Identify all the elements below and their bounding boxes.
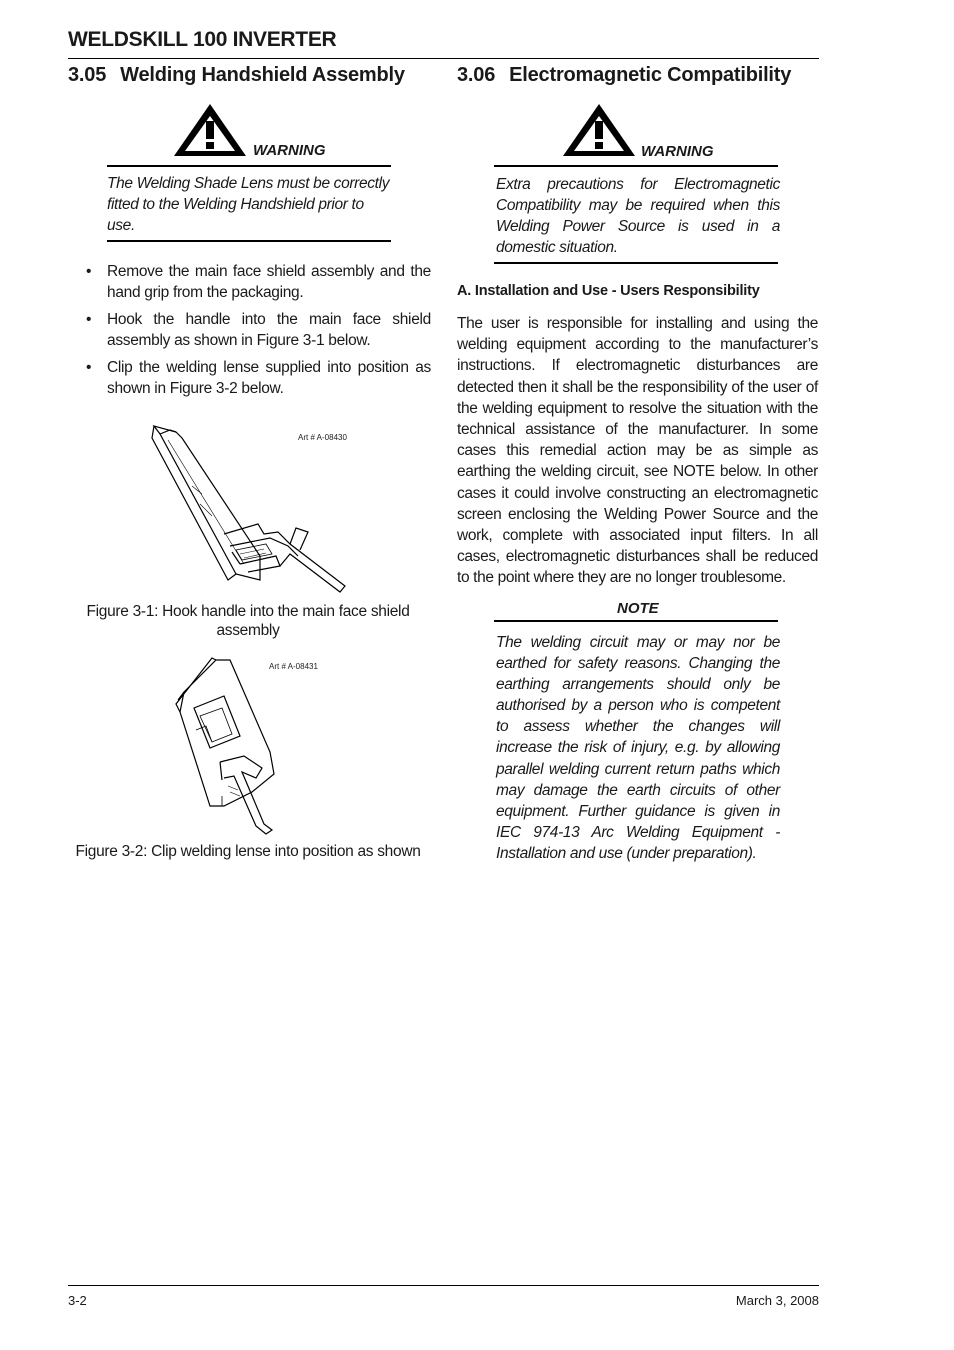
warning-top-rule-right bbox=[494, 165, 778, 167]
section-306-heading bbox=[457, 64, 791, 87]
note-label: NOTE bbox=[617, 600, 659, 617]
handshield-handle-figure bbox=[140, 424, 355, 596]
footer-rule bbox=[68, 1285, 819, 1286]
warning-label-left: WARNING bbox=[253, 142, 326, 159]
section-306-number: 3.06 bbox=[457, 64, 496, 86]
section-305-heading bbox=[68, 64, 405, 87]
warning-text-left: The Welding Shade Lens must be correctly fitted to the Welding Handshield prior to use. bbox=[107, 175, 390, 234]
document-title: WELDSKILL 100 INVERTER bbox=[68, 28, 337, 51]
handshield-lens-figure bbox=[170, 656, 285, 836]
header-rule bbox=[68, 58, 819, 59]
section-305-title: Welding Handshield Assembly bbox=[120, 64, 405, 86]
section-306-title: Electromagnetic Compatibility bbox=[509, 64, 792, 86]
page-number: 3-2 bbox=[68, 1293, 87, 1308]
figure-2-caption: Figure 3-2: Clip welding lense into position as shown bbox=[75, 843, 421, 860]
installation-subheading: A. Installation and Use - Users Responsibility bbox=[457, 283, 760, 299]
list-item: • Hook the handle into the main face shield assembly as shown in Figure 3-1 below. bbox=[86, 311, 431, 349]
warning-top-rule-left bbox=[107, 165, 391, 167]
warning-bottom-rule-right bbox=[494, 262, 778, 264]
figure-1-art-number: Art # A-08430 bbox=[298, 433, 347, 442]
warning-text-right: Extra precautions for Electromagnetic Compatibility may be required when this Welding Power Source is used in a domestic situation. bbox=[496, 176, 780, 256]
note-text: The welding circuit may or may nor be earthed for safety reasons. Changing the earthing arrangements should only be authorised by a person who is competent to assess whether the changes will increase the risk of injury, e.g. by allowing parallel welding current return paths which may damage the earth circuits of other equipment. Further guidance is given in IEC 974-13 Arc Welding Equipment - Installation and use (under preparation). bbox=[496, 634, 780, 862]
figure-1-caption: Figure 3-1: Hook handle into the main face shield assembly bbox=[86, 603, 410, 639]
list-item: • Remove the main face shield assembly and the hand grip from the packaging. bbox=[86, 263, 431, 301]
warning-label-right: WARNING bbox=[641, 143, 714, 160]
assembly-steps-list bbox=[86, 261, 431, 405]
figure-2-art-number: Art # A-08431 bbox=[269, 662, 318, 671]
section-305-number: 3.05 bbox=[68, 64, 107, 86]
warning-triangle-icon bbox=[561, 102, 637, 158]
warning-triangle-icon bbox=[172, 102, 248, 158]
list-item: • Clip the welding lense supplied into position as shown in Figure 3-2 below. bbox=[86, 359, 431, 397]
note-top-rule bbox=[494, 620, 778, 622]
footer-date: March 3, 2008 bbox=[735, 1293, 819, 1308]
warning-bottom-rule-left bbox=[107, 240, 391, 242]
installation-body-text: The user is responsible for installing and using the welding equipment according to the manufacturer’s instructions. If electromagnetic disturbances are detected then it shall be the responsibility of the user of the welding equipment to resolve the situation with the technical assistance of the manufacturer. In some cases this remedial action may be as simple as earthing the welding circuit, see NOTE below. In other cases it could involve constructing an electromagnetic screen enclosing the Welding Power Source and the work, complete with associated input filters. In all cases, electromagnetic disturbances shall be reduced to the point where they are no longer troublesome. bbox=[457, 315, 818, 587]
